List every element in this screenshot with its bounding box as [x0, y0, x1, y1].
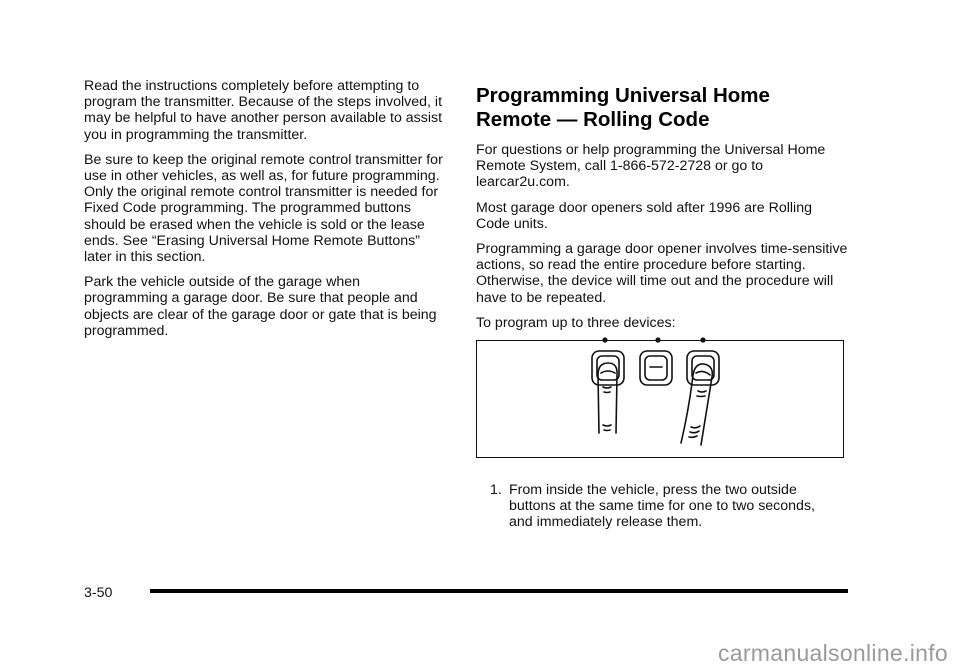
- page-number: 3-50: [84, 585, 113, 601]
- paragraph-help-contact: For questions or help programming the Universal Home Remote System, call 1-866-572-2728 or go to learcar2u.com.: [476, 142, 826, 191]
- right-column: [476, 78, 848, 531]
- left-column: [84, 78, 444, 348]
- step-1: [490, 482, 848, 531]
- indicator-dot-middle: [655, 337, 660, 342]
- step-text: From inside the vehicle, press the two outside buttons at the same time for one to two seconds, and immediately release them.: [509, 482, 815, 531]
- paragraph-keep-original: Be sure to keep the original remote control transmitter for use in other vehicles, as well as, for future programming. Only the original remote control transmitter is needed for Fixed Code programming. The programmed buttons should be erased when the vehicle is sold or the lease ends. See “Erasing Universal Home Remote Buttons” later in this section.: [84, 151, 443, 266]
- right-fingernail: [696, 371, 710, 375]
- button-press-illustration: [476, 340, 844, 458]
- heading-line-1: Programming Universal Home: [476, 84, 770, 107]
- step-number: 1.: [490, 482, 502, 499]
- paragraph-program-devices: To program up to three devices:: [476, 314, 676, 331]
- paragraph-park-vehicle: Park the vehicle outside of the garage when programming a garage door. Be sure that people and objects are clear of the garage door or gate that is being programmed.: [84, 274, 437, 339]
- footer-rule: [150, 589, 848, 593]
- paragraph-instructions: Read the instructions completely before attempting to program the transmitter. Because of the steps involved, it may be helpful to have another person available to assist you in programming the transmitter.: [84, 78, 443, 143]
- fingers-pressing-buttons-icon: [477, 329, 843, 459]
- section-heading: [476, 84, 848, 132]
- paragraph-time-sensitive: Programming a garage door opener involves time-sensitive actions, so read the entire procedure before starting. Otherwise, the device will time out and the procedure will have to be repeated.: [476, 241, 848, 306]
- left-fingernail: [601, 371, 615, 373]
- indicator-dot-left: [602, 337, 607, 342]
- paragraph-rolling-code: Most garage door openers sold after 1996 are Rolling Code units.: [476, 199, 812, 232]
- heading-line-2: Remote — Rolling Code: [476, 108, 710, 131]
- button-middle-face: [645, 356, 667, 380]
- watermark: carmanualsonline.info: [717, 640, 948, 666]
- indicator-dot-right: [700, 337, 705, 342]
